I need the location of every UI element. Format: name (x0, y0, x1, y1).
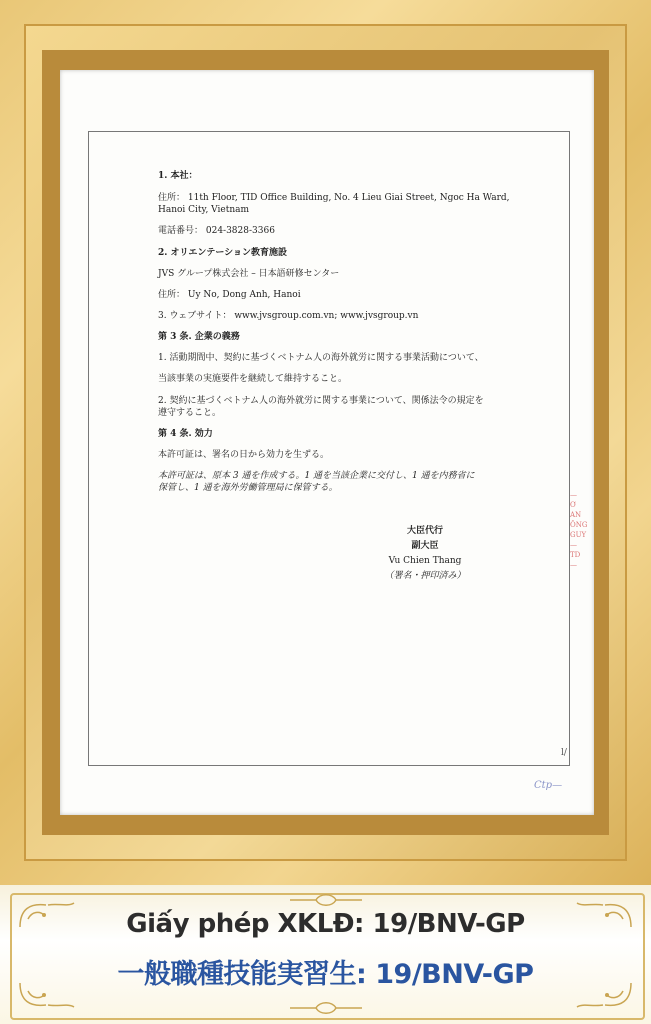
facility-name: JVS グループ株式会社 – 日本語研修センター (158, 268, 340, 279)
banner-license-vietnamese: Giấy phép XKLĐ: 19/BNV-GP (126, 909, 525, 939)
facility-address: 住所： Uy No, Dong Anh, Hanoi (158, 289, 301, 300)
red-seal-stamp: — Ơ AN ÔNG GUY — TD — (570, 491, 588, 569)
signature-title-deputy-minister: 副大臣 (411, 541, 439, 551)
article4-p1: 本許可証は、署名の日から効力を生ずる。 (158, 449, 330, 460)
address-line1: 住所： 11th Floor, TID Office Building, No. 4 Lieu Giai Street, Ngoc Ha Ward, (158, 193, 510, 204)
signature-block (370, 524, 480, 584)
article4-title: 第 4 条. 効力 (158, 428, 213, 439)
handwritten-initial: Ctp— (534, 780, 563, 791)
signature-title-acting-minister: 大臣代行 (406, 526, 443, 536)
ornament-top-center-icon (290, 893, 362, 907)
article3-title: 第 3 条. 企業の義務 (158, 332, 240, 343)
page-corner-mark: l/ (561, 748, 567, 758)
section1-title: 1. 本社： (158, 171, 198, 181)
signatory-name: Vu Chien Thang (388, 556, 462, 566)
article3-p2-line1: 2. 契約に基づくベトナム人の海外就労に関する事業について、関係法令の規定を (158, 395, 484, 406)
article3-p1-line2: 当該事業の実施要件を継続して維持すること。 (158, 374, 348, 385)
section2-title: 2. オリエンテーション教育施設 (158, 247, 287, 258)
article3-p2-line2: 遵守すること。 (158, 407, 222, 418)
signature-note: （署名・押印済み） (384, 571, 466, 581)
document-body (158, 170, 538, 494)
ornament-bottom-center-icon (290, 1001, 362, 1015)
website-line: 3. ウェブサイト： www.jvsgroup.com.vn; www.jvsgroup.vn (158, 310, 419, 321)
article4-p2-line1: 本許可証は、原本 3 通を作成する。1 通を当該企業に交付し、1 通を内務省に (158, 471, 475, 482)
article4-p2-line2: 保管し、1 通を海外労働管理局に保管する。 (158, 483, 338, 494)
banner-license-japanese: 一般職種技能実習生: 19/BNV-GP (117, 959, 534, 990)
phone-number: 電話番号： 024-3828-3366 (158, 226, 275, 237)
address-line2: Hanoi City, Vietnam (158, 205, 250, 216)
article3-p1-line1: 1. 活動期間中、契約に基づくベトナム人の海外就労に関する事業活動について、 (158, 353, 484, 364)
